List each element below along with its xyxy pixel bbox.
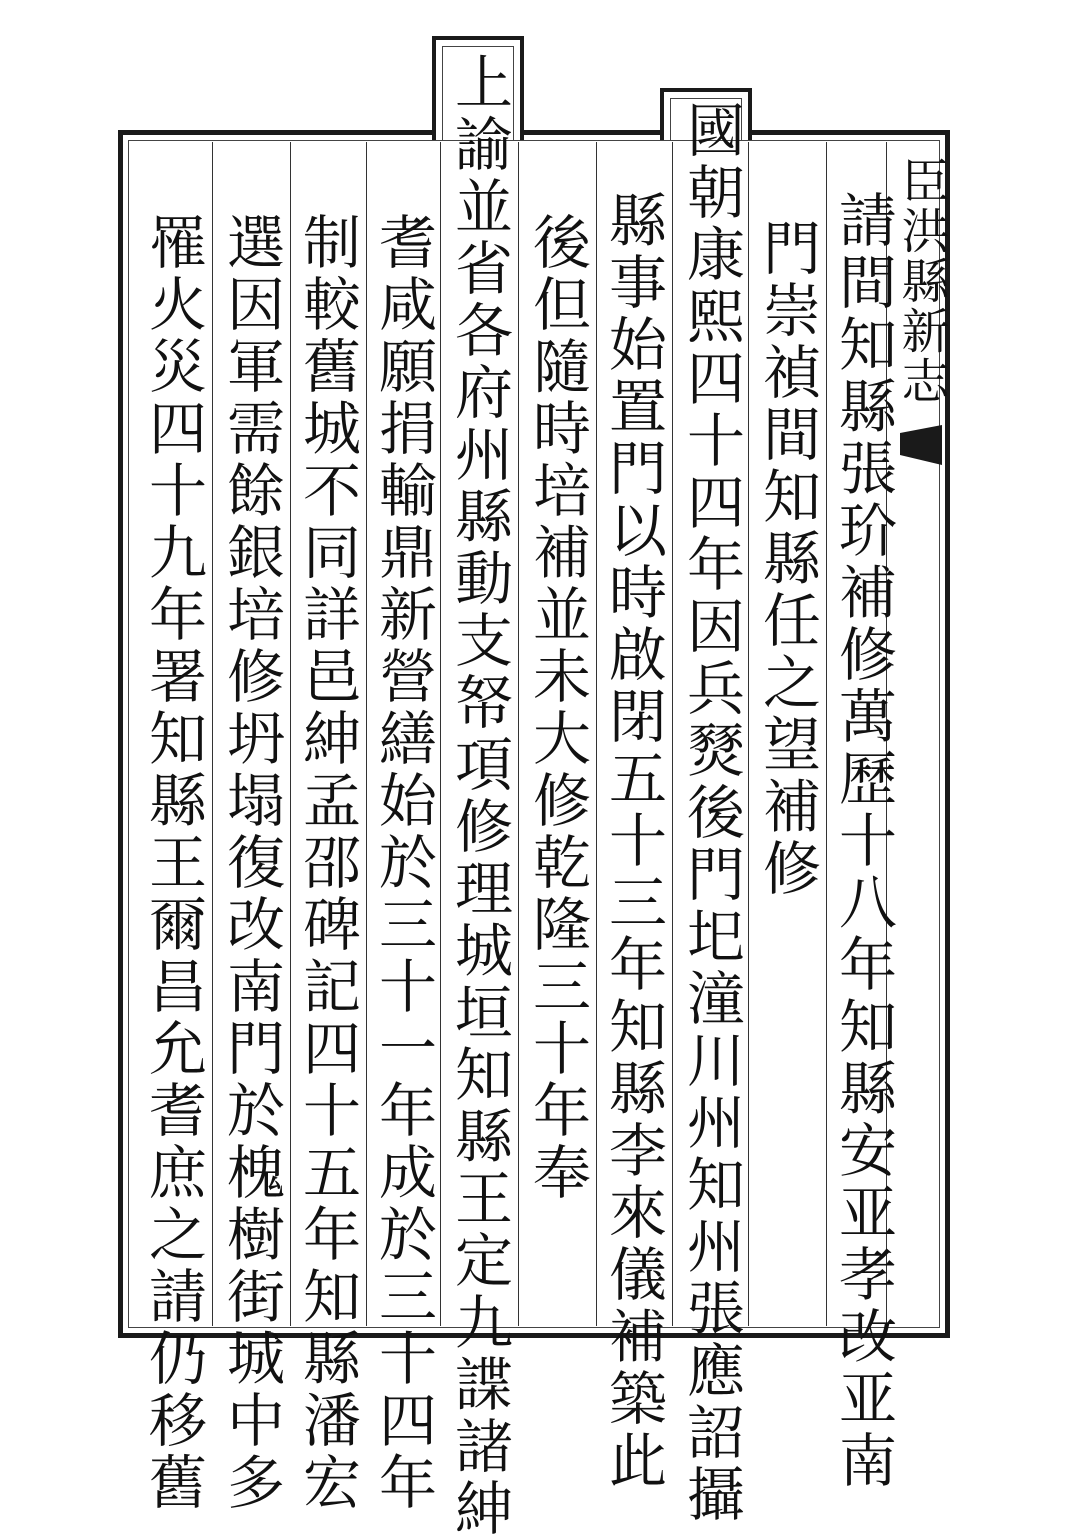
text-column-10: 罹火災四十九年署知縣王爾昌允耆庶之請仍移舊	[139, 212, 207, 1514]
text-column-5: 後但隨時培補並未大修乾隆三十年奉	[523, 212, 591, 1204]
column-rule	[748, 142, 749, 1326]
text-column-7: 耆咸願捐輸鼎新營繕始於三十一年成於三十四年	[369, 212, 437, 1514]
running-title: 臣洪縣新志	[893, 156, 949, 406]
column-rule	[826, 142, 827, 1326]
column-rule	[440, 142, 441, 1326]
text-column-1: 請間知縣張玠補修萬歷十八年知縣安亚孝改亚南	[829, 190, 897, 1492]
column-rule	[672, 142, 673, 1326]
column-rule	[518, 142, 519, 1326]
column-rule	[290, 142, 291, 1326]
column-rule	[212, 142, 213, 1326]
fish-tail-mark-icon	[900, 425, 942, 465]
text-column-8: 制較舊城不同詳邑紳孟邵碑記四十五年知縣潘宏	[293, 212, 361, 1514]
text-column-2: 門崇禎間知縣任之望補修	[753, 218, 821, 900]
text-column-6: 上諭並省各府州縣動支帑項修理城垣知縣王定九諜諸紳	[445, 52, 513, 1540]
text-column-9: 選因軍需餘銀培修坍塌復改南門於槐樹街城中多	[217, 212, 285, 1514]
column-rule	[596, 142, 597, 1326]
column-rule	[366, 142, 367, 1326]
text-column-3: 國朝康熙四十四年因兵燹後門圯潼川州知州張應詔攝	[677, 100, 745, 1526]
text-column-4: 縣事始置門以時啟閉五十三年知縣李來儀補築此	[599, 190, 667, 1492]
